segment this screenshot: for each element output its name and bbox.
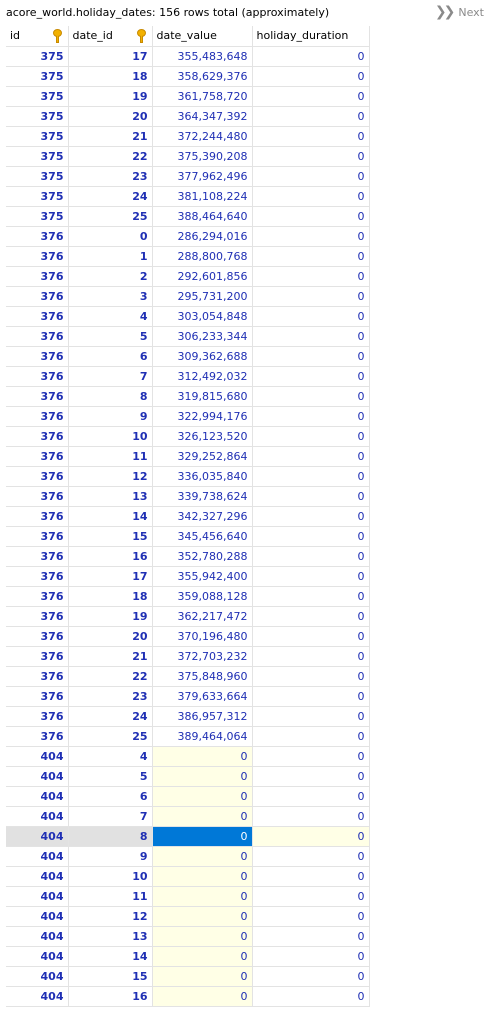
cell-date-value[interactable]: 372,244,480: [152, 126, 252, 146]
table-row[interactable]: [6, 966, 369, 986]
table-row[interactable]: [6, 206, 369, 226]
table-row[interactable]: [6, 266, 369, 286]
cell-date-value[interactable]: 370,196,480: [152, 626, 252, 646]
table-row[interactable]: [6, 166, 369, 186]
cell-date-id[interactable]: 15: [68, 966, 152, 986]
cell-date-id[interactable]: 8: [68, 826, 152, 846]
cell-holiday-duration[interactable]: 0: [252, 906, 369, 926]
cell-holiday-duration[interactable]: 0: [252, 506, 369, 526]
cell-date-id[interactable]: 21: [68, 126, 152, 146]
cell-id[interactable]: 375: [6, 46, 68, 66]
cell-id[interactable]: 404: [6, 846, 68, 866]
cell-holiday-duration[interactable]: 0: [252, 346, 369, 366]
cell-holiday-duration[interactable]: 0: [252, 706, 369, 726]
cell-id[interactable]: 375: [6, 86, 68, 106]
table-row[interactable]: [6, 606, 369, 626]
cell-date-id[interactable]: 7: [68, 366, 152, 386]
cell-holiday-duration[interactable]: 0: [252, 926, 369, 946]
cell-date-id[interactable]: 20: [68, 106, 152, 126]
table-row[interactable]: [6, 546, 369, 566]
cell-date-value[interactable]: 0: [152, 866, 252, 886]
cell-holiday-duration[interactable]: 0: [252, 826, 369, 846]
cell-holiday-duration[interactable]: 0: [252, 846, 369, 866]
cell-holiday-duration[interactable]: 0: [252, 646, 369, 666]
cell-date-value[interactable]: 352,780,288: [152, 546, 252, 566]
cell-date-value[interactable]: 355,483,648: [152, 46, 252, 66]
table-row[interactable]: [6, 386, 369, 406]
cell-date-id[interactable]: 6: [68, 786, 152, 806]
cell-id[interactable]: 404: [6, 806, 68, 826]
cell-date-value[interactable]: 0: [152, 946, 252, 966]
primary-key-icon: [136, 29, 146, 43]
cell-holiday-duration[interactable]: 0: [252, 86, 369, 106]
cell-date-id[interactable]: 9: [68, 846, 152, 866]
table-row[interactable]: [6, 626, 369, 646]
cell-id[interactable]: 404: [6, 906, 68, 926]
cell-id[interactable]: 376: [6, 526, 68, 546]
cell-id[interactable]: 376: [6, 306, 68, 326]
cell-id[interactable]: 404: [6, 966, 68, 986]
cell-id[interactable]: 376: [6, 226, 68, 246]
cell-id[interactable]: 404: [6, 746, 68, 766]
table-row[interactable]: [6, 646, 369, 666]
cell-date-value[interactable]: 375,848,960: [152, 666, 252, 686]
cell-holiday-duration[interactable]: 0: [252, 226, 369, 246]
cell-id[interactable]: 375: [6, 166, 68, 186]
cell-id[interactable]: 376: [6, 466, 68, 486]
cell-date-id[interactable]: 22: [68, 146, 152, 166]
table-row[interactable]: [6, 126, 369, 146]
table-row[interactable]: [6, 666, 369, 686]
cell-holiday-duration[interactable]: 0: [252, 966, 369, 986]
cell-date-value[interactable]: 364,347,392: [152, 106, 252, 126]
double-chevron-right-icon: ❯❯: [434, 4, 453, 20]
table-row[interactable]: [6, 706, 369, 726]
table-row[interactable]: [6, 526, 369, 546]
cell-holiday-duration[interactable]: 0: [252, 566, 369, 586]
grid-toolbar: [0, 0, 490, 24]
cell-id[interactable]: 376: [6, 326, 68, 346]
cell-date-id[interactable]: 2: [68, 266, 152, 286]
cell-id[interactable]: 376: [6, 566, 68, 586]
cell-date-id[interactable]: 11: [68, 886, 152, 906]
cell-date-value[interactable]: 0: [152, 906, 252, 926]
cell-date-value[interactable]: 292,601,856: [152, 266, 252, 286]
cell-date-id[interactable]: 19: [68, 86, 152, 106]
next-button[interactable]: [435, 4, 484, 20]
cell-date-id[interactable]: 13: [68, 486, 152, 506]
cell-holiday-duration[interactable]: 0: [252, 946, 369, 966]
cell-id[interactable]: 404: [6, 786, 68, 806]
cell-holiday-duration[interactable]: 0: [252, 446, 369, 466]
cell-id[interactable]: 404: [6, 926, 68, 946]
cell-holiday-duration[interactable]: 0: [252, 866, 369, 886]
cell-id[interactable]: 376: [6, 406, 68, 426]
cell-id[interactable]: 376: [6, 586, 68, 606]
table-row[interactable]: [6, 726, 369, 746]
cell-holiday-duration[interactable]: 0: [252, 686, 369, 706]
cell-id[interactable]: 376: [6, 726, 68, 746]
cell-date-value[interactable]: 388,464,640: [152, 206, 252, 226]
cell-date-value[interactable]: 336,035,840: [152, 466, 252, 486]
table-row[interactable]: [6, 786, 369, 806]
cell-date-id[interactable]: 0: [68, 226, 152, 246]
table-row[interactable]: [6, 846, 369, 866]
cell-date-value[interactable]: 0: [152, 986, 252, 1006]
cell-date-id[interactable]: 4: [68, 306, 152, 326]
column-header-date-id[interactable]: [68, 26, 152, 46]
cell-id[interactable]: 376: [6, 666, 68, 686]
cell-holiday-duration[interactable]: 0: [252, 806, 369, 826]
cell-date-id[interactable]: 25: [68, 726, 152, 746]
table-row[interactable]: [6, 926, 369, 946]
cell-date-id[interactable]: 14: [68, 506, 152, 526]
cell-holiday-duration[interactable]: 0: [252, 786, 369, 806]
table-row[interactable]: [6, 86, 369, 106]
cell-date-value[interactable]: 306,233,344: [152, 326, 252, 346]
cell-date-id[interactable]: 16: [68, 546, 152, 566]
cell-date-value[interactable]: 377,962,496: [152, 166, 252, 186]
cell-holiday-duration[interactable]: 0: [252, 466, 369, 486]
cell-date-id[interactable]: 5: [68, 766, 152, 786]
cell-date-value[interactable]: 312,492,032: [152, 366, 252, 386]
cell-date-value[interactable]: 361,758,720: [152, 86, 252, 106]
cell-date-value[interactable]: 375,390,208: [152, 146, 252, 166]
cell-date-id[interactable]: 23: [68, 686, 152, 706]
cell-date-id[interactable]: 6: [68, 346, 152, 366]
cell-date-id[interactable]: 17: [68, 46, 152, 66]
cell-date-id[interactable]: 10: [68, 426, 152, 446]
cell-date-value[interactable]: 372,703,232: [152, 646, 252, 666]
cell-holiday-duration[interactable]: 0: [252, 186, 369, 206]
cell-date-id[interactable]: 9: [68, 406, 152, 426]
cell-date-value[interactable]: 362,217,472: [152, 606, 252, 626]
table-row[interactable]: [6, 486, 369, 506]
cell-date-id[interactable]: 12: [68, 906, 152, 926]
table-row[interactable]: [6, 66, 369, 86]
table-row[interactable]: [6, 586, 369, 606]
cell-id[interactable]: 376: [6, 646, 68, 666]
cell-id[interactable]: 376: [6, 386, 68, 406]
cell-id[interactable]: 404: [6, 866, 68, 886]
cell-id[interactable]: 404: [6, 946, 68, 966]
table-row[interactable]: [6, 286, 369, 306]
cell-holiday-duration[interactable]: 0: [252, 746, 369, 766]
cell-id[interactable]: 376: [6, 246, 68, 266]
cell-holiday-duration[interactable]: 0: [252, 246, 369, 266]
table-row[interactable]: [6, 226, 369, 246]
column-header-holiday-duration[interactable]: [252, 26, 369, 46]
cell-date-id[interactable]: 15: [68, 526, 152, 546]
column-header-label: date_id: [72, 29, 113, 43]
cell-date-value[interactable]: 0: [152, 886, 252, 906]
cell-id[interactable]: 375: [6, 66, 68, 86]
column-header-label: id: [10, 29, 21, 43]
cell-date-value[interactable]: 355,942,400: [152, 566, 252, 586]
cell-date-id[interactable]: 24: [68, 186, 152, 206]
cell-holiday-duration[interactable]: 0: [252, 426, 369, 446]
cell-holiday-duration[interactable]: 0: [252, 146, 369, 166]
cell-id[interactable]: 376: [6, 426, 68, 446]
cell-holiday-duration[interactable]: 0: [252, 326, 369, 346]
cell-holiday-duration[interactable]: 0: [252, 526, 369, 546]
table-row[interactable]: [6, 346, 369, 366]
cell-date-value[interactable]: 381,108,224: [152, 186, 252, 206]
cell-date-value[interactable]: 386,957,312: [152, 706, 252, 726]
cell-holiday-duration[interactable]: 0: [252, 206, 369, 226]
cell-holiday-duration[interactable]: 0: [252, 306, 369, 326]
cell-holiday-duration[interactable]: 0: [252, 286, 369, 306]
table-row[interactable]: [6, 446, 369, 466]
cell-holiday-duration[interactable]: 0: [252, 166, 369, 186]
cell-date-id[interactable]: 7: [68, 806, 152, 826]
column-header-label: holiday_duration: [256, 29, 349, 43]
table-row[interactable]: [6, 906, 369, 926]
cell-id[interactable]: 375: [6, 126, 68, 146]
cell-date-id[interactable]: 18: [68, 66, 152, 86]
cell-id[interactable]: 376: [6, 266, 68, 286]
cell-date-id[interactable]: 21: [68, 646, 152, 666]
cell-id[interactable]: 376: [6, 366, 68, 386]
cell-date-value[interactable]: 389,464,064: [152, 726, 252, 746]
table-row[interactable]: [6, 326, 369, 346]
cell-date-value[interactable]: 0: [152, 966, 252, 986]
cell-holiday-duration[interactable]: 0: [252, 366, 369, 386]
column-header-id[interactable]: [6, 26, 68, 46]
cell-date-id[interactable]: 3: [68, 286, 152, 306]
cell-holiday-duration[interactable]: 0: [252, 726, 369, 746]
data-grid: [6, 26, 370, 1007]
cell-id[interactable]: 376: [6, 486, 68, 506]
cell-holiday-duration[interactable]: 0: [252, 886, 369, 906]
table-row[interactable]: [6, 566, 369, 586]
cell-id[interactable]: 404: [6, 986, 68, 1006]
cell-holiday-duration[interactable]: 0: [252, 766, 369, 786]
cell-id[interactable]: 376: [6, 446, 68, 466]
primary-key-icon: [52, 29, 62, 43]
cell-date-value[interactable]: 0: [152, 786, 252, 806]
table-row[interactable]: [6, 506, 369, 526]
cell-id[interactable]: 375: [6, 206, 68, 226]
cell-date-value[interactable]: 326,123,520: [152, 426, 252, 446]
cell-holiday-duration[interactable]: 0: [252, 66, 369, 86]
table-row[interactable]: [6, 886, 369, 906]
cell-date-id[interactable]: 22: [68, 666, 152, 686]
cell-id[interactable]: 375: [6, 106, 68, 126]
cell-date-value[interactable]: 345,456,640: [152, 526, 252, 546]
cell-holiday-duration[interactable]: 0: [252, 666, 369, 686]
cell-date-id[interactable]: 14: [68, 946, 152, 966]
grid-body: [6, 46, 369, 1006]
column-header-label: date_value: [156, 29, 217, 43]
cell-holiday-duration[interactable]: 0: [252, 486, 369, 506]
cell-date-id[interactable]: 4: [68, 746, 152, 766]
header-row: [6, 26, 369, 46]
cell-date-value[interactable]: 342,327,296: [152, 506, 252, 526]
cell-id[interactable]: 376: [6, 506, 68, 526]
table-row[interactable]: [6, 406, 369, 426]
cell-date-value[interactable]: 322,994,176: [152, 406, 252, 426]
table-row[interactable]: [6, 986, 369, 1006]
cell-date-id[interactable]: 19: [68, 606, 152, 626]
table-row[interactable]: [6, 46, 369, 66]
cell-holiday-duration[interactable]: 0: [252, 546, 369, 566]
cell-id[interactable]: 375: [6, 146, 68, 166]
table-row[interactable]: [6, 246, 369, 266]
cell-date-id[interactable]: 13: [68, 926, 152, 946]
column-header-date-value[interactable]: [152, 26, 252, 46]
cell-date-value[interactable]: 288,800,768: [152, 246, 252, 266]
cell-holiday-duration[interactable]: 0: [252, 586, 369, 606]
cell-holiday-duration[interactable]: 0: [252, 406, 369, 426]
cell-id[interactable]: 376: [6, 686, 68, 706]
cell-id[interactable]: 376: [6, 286, 68, 306]
table-row[interactable]: [6, 866, 369, 886]
cell-date-value[interactable]: 358,629,376: [152, 66, 252, 86]
cell-date-value[interactable]: 0: [152, 746, 252, 766]
table-row[interactable]: [6, 366, 369, 386]
cell-date-id[interactable]: 8: [68, 386, 152, 406]
cell-date-id[interactable]: 25: [68, 206, 152, 226]
cell-holiday-duration[interactable]: 0: [252, 46, 369, 66]
cell-holiday-duration[interactable]: 0: [252, 986, 369, 1006]
cell-id[interactable]: 376: [6, 626, 68, 646]
cell-date-value[interactable]: 329,252,864: [152, 446, 252, 466]
cell-date-value[interactable]: 379,633,664: [152, 686, 252, 706]
cell-date-value[interactable]: 319,815,680: [152, 386, 252, 406]
cell-id[interactable]: 376: [6, 606, 68, 626]
table-row[interactable]: [6, 766, 369, 786]
cell-date-value[interactable]: 0: [152, 846, 252, 866]
cell-holiday-duration[interactable]: 0: [252, 106, 369, 126]
cell-id[interactable]: 376: [6, 706, 68, 726]
cell-date-id[interactable]: 23: [68, 166, 152, 186]
table-row[interactable]: [6, 806, 369, 826]
table-row[interactable]: [6, 746, 369, 766]
cell-date-id[interactable]: 12: [68, 466, 152, 486]
table-row[interactable]: [6, 146, 369, 166]
cell-date-value[interactable]: 359,088,128: [152, 586, 252, 606]
cell-date-value[interactable]: 0: [152, 826, 252, 846]
table-row[interactable]: [6, 826, 369, 846]
cell-id[interactable]: 404: [6, 826, 68, 846]
cell-date-id[interactable]: 16: [68, 986, 152, 1006]
cell-date-id[interactable]: 17: [68, 566, 152, 586]
cell-date-id[interactable]: 10: [68, 866, 152, 886]
cell-date-value[interactable]: 0: [152, 926, 252, 946]
cell-date-id[interactable]: 24: [68, 706, 152, 726]
table-row[interactable]: [6, 466, 369, 486]
table-row[interactable]: [6, 946, 369, 966]
cell-date-value[interactable]: 295,731,200: [152, 286, 252, 306]
cell-date-id[interactable]: 20: [68, 626, 152, 646]
cell-holiday-duration[interactable]: 0: [252, 606, 369, 626]
table-row[interactable]: [6, 686, 369, 706]
table-row[interactable]: [6, 106, 369, 126]
cell-id[interactable]: 375: [6, 186, 68, 206]
table-row[interactable]: [6, 306, 369, 326]
cell-date-id[interactable]: 18: [68, 586, 152, 606]
cell-date-id[interactable]: 5: [68, 326, 152, 346]
cell-id[interactable]: 376: [6, 546, 68, 566]
table-row[interactable]: [6, 186, 369, 206]
cell-holiday-duration[interactable]: 0: [252, 386, 369, 406]
cell-id[interactable]: 376: [6, 346, 68, 366]
next-button-label: Next: [458, 5, 484, 19]
cell-date-value[interactable]: 0: [152, 766, 252, 786]
cell-date-value[interactable]: 309,362,688: [152, 346, 252, 366]
cell-date-id[interactable]: 11: [68, 446, 152, 466]
cell-date-value[interactable]: 339,738,624: [152, 486, 252, 506]
cell-date-value[interactable]: 286,294,016: [152, 226, 252, 246]
table-title: acore_world.holiday_dates: 156 rows total (approximately): [6, 6, 330, 19]
cell-holiday-duration[interactable]: 0: [252, 126, 369, 146]
table-row[interactable]: [6, 426, 369, 446]
cell-date-value[interactable]: 0: [152, 806, 252, 826]
cell-date-id[interactable]: 1: [68, 246, 152, 266]
cell-id[interactable]: 404: [6, 766, 68, 786]
cell-date-value[interactable]: 303,054,848: [152, 306, 252, 326]
cell-holiday-duration[interactable]: 0: [252, 266, 369, 286]
cell-holiday-duration[interactable]: 0: [252, 626, 369, 646]
cell-id[interactable]: 404: [6, 886, 68, 906]
